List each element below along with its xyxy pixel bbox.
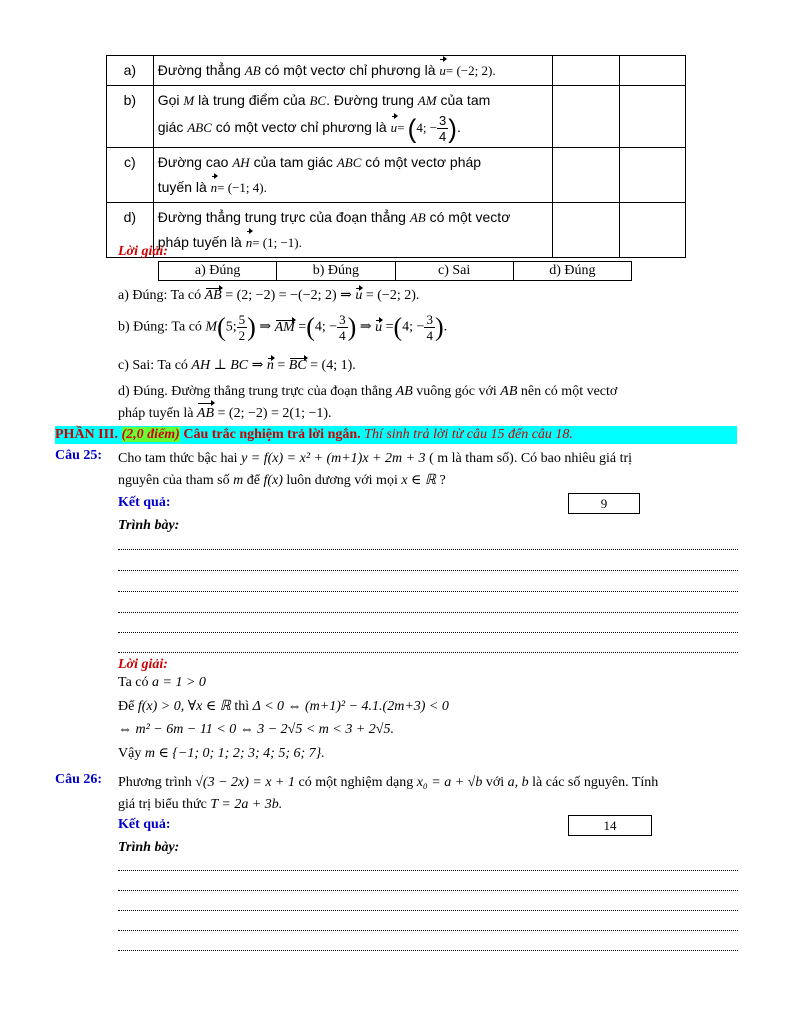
table-row (107, 203, 686, 258)
q25-solution-line-4: Vậy m ∈ {−1; 0; 1; 2; 3; 4; 5; 6; 7}. (118, 746, 325, 761)
answer-line[interactable] (118, 950, 738, 951)
row-label: d) (107, 203, 154, 258)
question-25-number: Câu 25: (55, 448, 103, 463)
answer-line[interactable] (118, 890, 738, 891)
answer-line[interactable] (118, 612, 738, 613)
q25-workings-label: Trình bày: (118, 518, 180, 533)
row-label: b) (107, 86, 154, 148)
table-row (107, 86, 686, 148)
answer-d: d) Đúng (513, 262, 631, 281)
table-row (107, 56, 686, 86)
answer-line[interactable] (118, 652, 738, 653)
false-cell[interactable] (619, 148, 685, 203)
false-cell[interactable] (619, 56, 685, 86)
question-26-number: Câu 26: (55, 772, 103, 787)
false-cell[interactable] (619, 203, 685, 258)
false-cell[interactable] (619, 86, 685, 148)
solution-label: Lời giải: (118, 244, 168, 259)
statement-text: Đường thẳng trung trực của đoạn thẳng AB có một vectơ pháp tuyến là n= (1; −1). (153, 203, 552, 258)
row-label: a) (107, 56, 154, 86)
q26-workings-label: Trình bày: (118, 840, 180, 855)
answer-b: b) Đúng (277, 262, 395, 281)
row-label: c) (107, 148, 154, 203)
answer-line[interactable] (118, 632, 738, 633)
answer-a: a) Đúng (159, 262, 277, 281)
solution-d: d) Đúng. Đường thẳng trung trực của đoạn thẳng AB vuông góc với AB nên có một vectơ pháp tuyến là AB = (2; −2) = 2(1; −1). (118, 381, 737, 425)
true-cell[interactable] (553, 56, 619, 86)
q25-answer-box[interactable]: 9 (568, 493, 640, 514)
answer-line[interactable] (118, 570, 738, 571)
statement-text: Đường thẳng AB có một vectơ chỉ phương là u= (−2; 2). (153, 56, 552, 86)
statement-text: Đường cao AH của tam giác ABC có một vectơ pháp tuyến là n= (−1; 4). (153, 148, 552, 203)
answer-key-table (158, 261, 632, 281)
true-cell[interactable] (553, 203, 619, 258)
solution-c: c) Sai: Ta có AH ⊥ BC ⇒ n = BC = (4; 1). (118, 358, 356, 373)
question-25-text: Cho tam thức bậc hai y = f(x) = x² + (m+1)x + 2m + 3 ( m là tham số). Có bao nhiêu giá trị nguyên của tham số m để f(x) luôn dương với mọi x ∈ ℝ ? (118, 451, 633, 488)
true-cell[interactable] (553, 86, 619, 148)
answer-c: c) Sai (395, 262, 513, 281)
part-3-banner: PHẦN III. (2,0 điểm) Câu trắc nghiệm trả lời ngắn. Thí sinh trả lời từ câu 15 đến câu 18. (55, 426, 737, 444)
q25-solution-line-2: Để f(x) > 0, ∀x ∈ ℝ thì Δ < 0 ⇔ (m+1)² − 4.1.(2m+3) < 0 (118, 699, 449, 714)
true-cell[interactable] (553, 148, 619, 203)
q25-result-label: Kết quả: (118, 495, 171, 510)
solution-label: Lời giải: (118, 657, 168, 672)
q26-answer-box[interactable]: 14 (568, 815, 652, 836)
answer-line[interactable] (118, 930, 738, 931)
q25-solution-line-3: ⇔ m² − 6m − 11 < 0 ⇔ 3 − 2√5 < m < 3 + 2√5. (118, 722, 394, 737)
q26-result-label: Kết quả: (118, 817, 171, 832)
answer-line[interactable] (118, 910, 738, 911)
solution-b: b) Đúng: Ta có M(5; $\frac{5}{2}$ ) ⇒ AM =(4; − $\frac{3}{4}$ ) ⇒ u =(4; − $\frac{3}{4}$ ). (118, 312, 448, 343)
answer-line[interactable] (118, 870, 738, 871)
question-26-text: Phương trình √(3 − 2x) = x + 1 có một nghiệm dạng x₀ = a + √b với a, b là các số nguyên. Tính giá trị biểu thức T = 2a + 3b. (118, 775, 659, 812)
statement-table (106, 55, 686, 258)
solution-a: a) Đúng: Ta có AB = (2; −2) = −(−2; 2) ⇒ u = (−2; 2). (118, 288, 420, 303)
q25-solution-line-1: Ta có a = 1 > 0 (118, 675, 206, 690)
answer-line[interactable] (118, 591, 738, 592)
answer-line[interactable] (118, 549, 738, 550)
table-row (107, 148, 686, 203)
statement-text: Gọi M là trung điểm của BC. Đường trung AM của tam giác ABC có một vectơ chỉ phương là u= (4; − $\frac{3}{4}$ ). (153, 86, 552, 148)
